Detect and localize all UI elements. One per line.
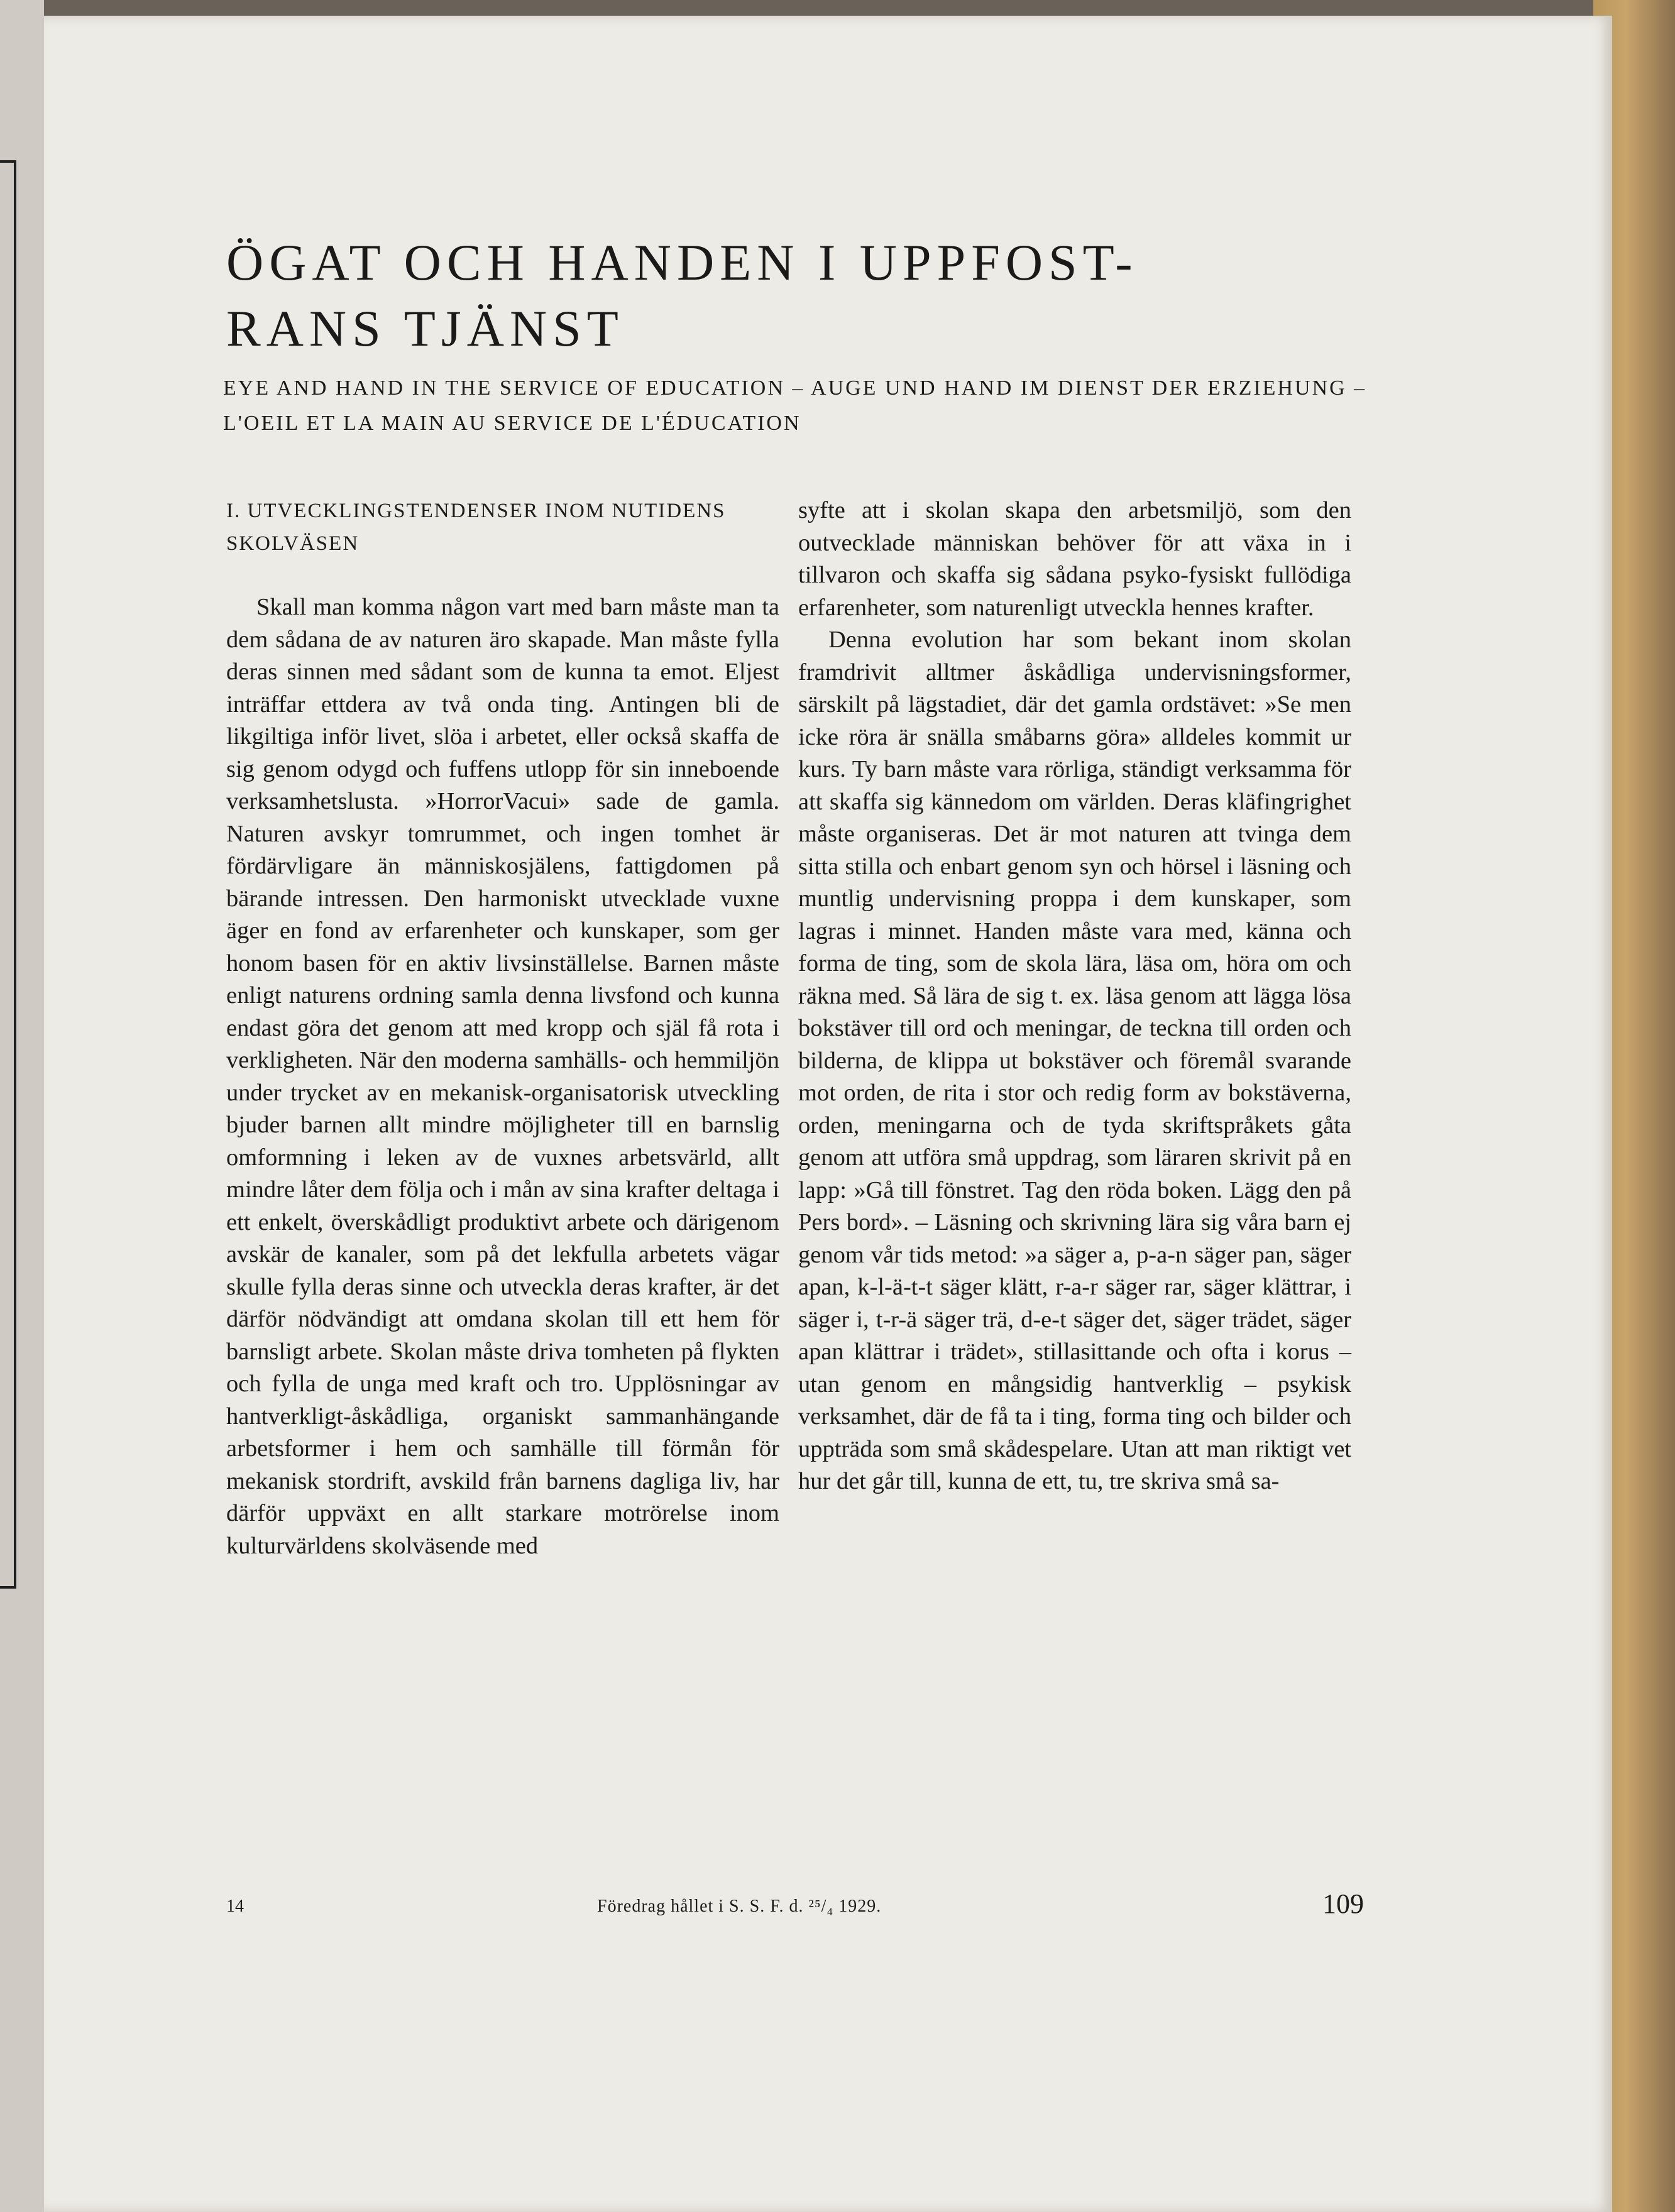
left-column	[226, 495, 779, 1562]
body-paragraph: Denna evolution har som bekant inom skolan framdrivit alltmer åskådliga undervisningsformer, särskilt på lägstadiet, där det gamla ordstävet: »Se men icke röra är snälla småbarns göra» alldeles kommit ur kurs. Ty barn måste vara rörliga, ständigt verksamma för att skaffa sig kännedom om världen. Deras kläfingrighet måste organiseras. Det är mot naturen att tvinga dem sitta stilla och enbart genom syn och hörsel i läsning och muntlig undervisning proppa i dem kunskaper, som lagras i minnet. Handen måste vara med, känna och forma de ting, som de skola lära, läsa om, höra om och räkna med. Så lära de sig t. ex. läsa genom att lägga lösa bokstäver till ord och meningar, de teckna till orden och bilderna, de klippa ut bokstäver och föremål svarande mot orden, de rita i stor och redig form av bokstäverna, orden, meningarna och de tyda skriftspråkets gåta genom att utföra små uppdrag, som läraren skrivit på en lapp: »Gå till fönstret. Tag den röda boken. Lägg den på Pers bord». – Läsning och skrivning lära sig våra barn ej genom vår tids metod: »a säger a, p-a-n säger pan, säger apan, k-l-ä-t-t säger klätt, r-a-r säger rar, säger klättrar, i säger i, t-r-ä säger trä, d-e-t säger det, säger trädet, säger apan klättrar i trädet», stillasittande och ofta i korus – utan genom en mångsidig hantverklig – psykisk verksamhet, där de få ta i ting, forma ting och bilder och uppträda som små skådespelare. Utan att man riktigt vet hur det går till, kunna de ett, tu, tre skriva små sa-	[798, 627, 1351, 1494]
article-title: ÖGAT OCH HANDEN I UPPFOST- RANS TJÄNST	[226, 234, 1138, 357]
section-heading: I. UTVECKLINGSTENDENSER INOM NUTIDENS SKOLVÄSEN	[226, 500, 726, 555]
page-footer	[226, 1888, 1364, 1929]
adjacent-page	[0, 0, 44, 2212]
document-page	[44, 16, 1612, 2212]
page-number: 109	[1322, 1888, 1364, 1919]
footnote: Föredrag hållet i S. S. F. d. ²⁵/₄ 1929.	[597, 1897, 882, 1916]
adjacent-page-frame	[0, 160, 16, 1589]
signature-number: 14	[226, 1897, 244, 1916]
right-column	[798, 495, 1351, 1498]
article-subtitle: EYE AND HAND IN THE SERVICE OF EDUCATION – AUGE UND HAND IM DIENST DER ERZIEHUNG – L'OEIL ET LA MAIN AU SERVICE DE L'ÉDUCATION	[223, 376, 1367, 435]
body-paragraph: syfte att i skolan skapa den arbetsmiljö, som den outvecklade människan behöver för att växa in i tillvaron och skaffa sig sådana psyko-fysiskt fullödiga erfarenheter, som naturenligt utveckla hennes krafter.	[798, 497, 1351, 621]
body-paragraph: Skall man komma någon vart med barn måste man ta dem sådana de av naturen äro skapade. Man måste fylla deras sinnen med sådant som de kunna ta emot. Eljest inträffar ettdera av två onda ting. Antingen bli de likgiltiga inför livet, slöa i arbetet, eller också skaffa de sig genom odygd och fuffens utlopp för sin inneboende verksamhetslusta. »HorrorVacui» sade de gamla. Naturen avskyr tomrummet, och ingen tomhet är fördärvligare än människosjälens, fattigdomen på bärande intressen. Den harmoniskt utvecklade vuxne äger en fond av erfarenheter och kunskaper, som ger honom basen för en aktiv livsinställelse. Barnen måste enligt naturens ordning samla denna livsfond och kunna endast göra det genom att med kropp och själ få rota i verkligheten. När den moderna samhälls- och hemmiljön under trycket av en mekanisk-organisatorisk utveckling bjuder barnen allt mindre möjligheter till en barnslig omformning i leken av de vuxnes arbetsvärld, allt mindre låter dem följa och i mån av sina krafter deltaga i ett enkelt, överskådligt produktivt arbete och därigenom avskär de kanaler, som på det lekfulla arbetets vägar skulle fylla deras sinne och utveckla deras krafter, är det därför nödvändigt att omdana skolan till ett hem för barnsligt arbete. Skolan måste driva tomheten på flykten och fylla de unga med kraft och tro. Upplösningar av hantverkligt-åskådliga, organiskt sammanhängande arbetsformer i hem och samhälle till förmån för mekanisk stordrift, avskild från barnens dagliga liv, har därför uppväxt en allt starkare motrörelse inom kulturvärldens skolväsende med	[226, 594, 779, 1559]
